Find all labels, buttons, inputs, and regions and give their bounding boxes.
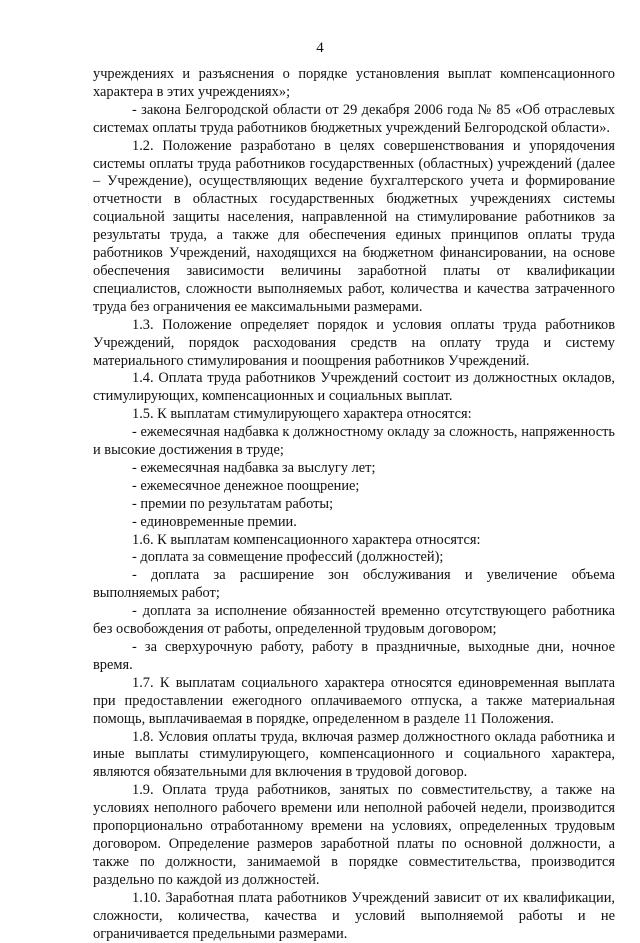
paragraph-1-4: 1.4. Оплата труда работников Учреждений состоит из должностных окладов, стимулирующих, компенсационных и социальных выплат. — [93, 370, 615, 405]
list-item-regional-law: - закона Белгородской области от 29 декабря 2006 года № 85 «Об отраслевых системах оплаты труда работников бюджетных учреждений Белгородской области». — [93, 101, 615, 136]
paragraph-1-6: 1.6. К выплатам компенсационного характера относятся: — [132, 531, 481, 548]
list-item-compensation-3: - доплата за исполнение обязанностей временно отсутствующего работника без освобождения от работы, определенной трудовым договором; — [93, 603, 615, 638]
paragraph-1-3: 1.3. Положение определяет порядок и условия оплаты труда работников Учреждений, порядок расходования средств на оплату труда и систему материального стимулирования и поощрения работников Учреждений. — [93, 316, 615, 369]
paragraph-1-7: 1.7. К выплатам социального характера относятся единовременная выплата при предоставлении ежегодного оплачиваемого отпуска, а также материальная помощь, выплачиваемая в порядке, определенном в разделе 11 Положения. — [93, 674, 615, 727]
page-number: 4 — [316, 40, 324, 56]
paragraph-1-10: 1.10. Заработная плата работников Учреждений зависит от их квалификации, сложности, количества, качества и условий выполняемой работы и не ограничивается предельными размерами. — [93, 889, 615, 942]
list-item-stimulating-2: - ежемесячная надбавка за выслугу лет; — [132, 459, 376, 476]
list-item-stimulating-3: - ежемесячное денежное поощрение; — [132, 477, 360, 494]
paragraph-1-8: 1.8. Условия оплаты труда, включая размер должностного оклада работника и иные выплаты стимулирующего, компенсационного и социального характера, являются обязательными для включения в трудовой договор. — [93, 728, 615, 781]
paragraph-1-5: 1.5. К выплатам стимулирующего характера относятся: — [132, 406, 472, 423]
list-item-stimulating-4: - премии по результатам работы; — [132, 495, 334, 512]
list-item-stimulating-1: - ежемесячная надбавка к должностному окладу за сложность, напряженность и высокие достижения в труде; — [93, 424, 615, 459]
paragraph-1-2: 1.2. Положение разработано в целях совершенствования и упорядочения системы оплаты труда работников государственных (областных) учреждений (далее – Учреждение), осуществляющих ведение бухгалтерского учета и формирование отчетности в областных государственных бюджетных учреждениях системы социальной защиты населения, направленной на стимулирование работников за результаты труда, а также для обеспечения единых принципов оплаты труда работников Учреждений, находящихся на бюджетном финансировании, на основе обеспечения зависимости величины заработной платы от квалификации специалистов, сложности выполняемых работ, количества и качества затраченного труда без ограничения ее максимальными размерами. — [93, 137, 615, 315]
list-item-compensation-1: - доплата за совмещение профессий (должностей); — [132, 549, 444, 566]
list-item-stimulating-5: - единовременные премии. — [132, 513, 297, 530]
list-item-compensation-2: - доплата за расширение зон обслуживания и увеличение объема выполняемых работ; — [93, 567, 615, 602]
list-item-compensation-4: - за сверхурочную работу, работу в праздничные, выходные дни, ночное время. — [93, 639, 615, 673]
paragraph-continuation: учреждениях и разъяснения о порядке установления выплат компенсационного характера в этих учреждениях»; — [93, 66, 615, 100]
paragraph-1-9: 1.9. Оплата труда работников, занятых по совместительству, а также на условиях неполного рабочего времени или неполной рабочей недели, производится пропорционально отработанному времени на условиях, определенных трудовым договором. Определение размеров заработной платы по основной должности, а также по должности, занимаемой в порядке совместительства, производится раздельно по каждой из должностей. — [93, 782, 615, 888]
document-body — [93, 66, 615, 943]
